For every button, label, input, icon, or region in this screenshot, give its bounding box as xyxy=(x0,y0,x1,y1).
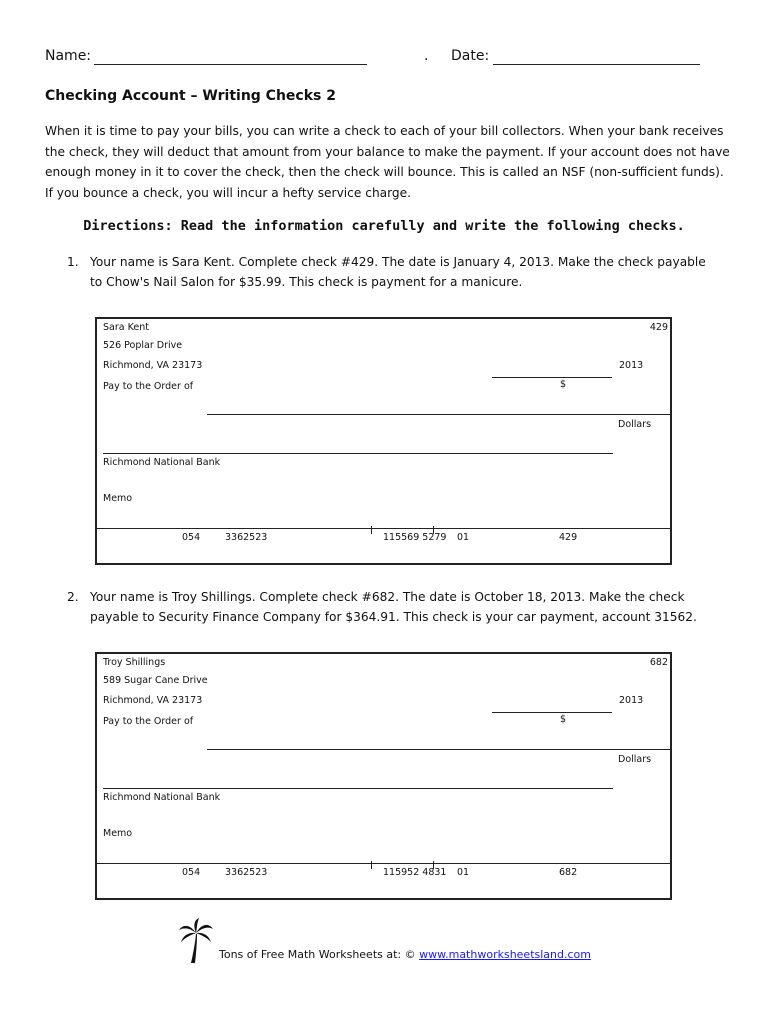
name-blank-line[interactable] xyxy=(94,64,367,65)
pay-to-label: Pay to the Order of xyxy=(103,716,194,727)
dollar-sign: $ xyxy=(560,379,567,390)
date-label: Date: xyxy=(451,48,490,64)
dollars-label: Dollars xyxy=(618,419,652,430)
check-number: 429 xyxy=(649,322,668,333)
check-city: Richmond, VA 23173 xyxy=(103,695,203,706)
check-owner-name: Troy Shillings xyxy=(103,657,166,668)
micr-routing: 054 xyxy=(182,532,201,543)
memo-label: Memo xyxy=(103,493,133,504)
micr-tick xyxy=(371,861,372,869)
payee-line[interactable] xyxy=(207,414,672,415)
footer xyxy=(219,948,591,961)
dollars-label: Dollars xyxy=(618,754,652,765)
palm-tree-icon xyxy=(178,918,214,964)
micr-code: 01 xyxy=(457,867,470,878)
check-year: 2013 xyxy=(619,360,644,371)
micr-code: 01 xyxy=(457,532,470,543)
payee-line[interactable] xyxy=(207,749,672,750)
micr-separator xyxy=(97,863,670,864)
footer-link[interactable]: www.mathworksheetsland.com xyxy=(419,948,591,961)
check-number: 682 xyxy=(649,657,668,668)
problem-text: Your name is Troy Shillings. Complete check #682. The date is October 18, 2013. Make the check payable to Security Finance Company for $364.91. This check is your car payment, account 31562. xyxy=(90,590,697,624)
micr-routing: 054 xyxy=(182,867,201,878)
check-date-line[interactable] xyxy=(492,712,612,713)
check-date-line[interactable] xyxy=(492,377,612,378)
micr-serial: 115569 5279 xyxy=(383,532,447,543)
micr-tick xyxy=(371,526,372,534)
problem-number: 1. xyxy=(67,255,79,269)
micr-serial: 115952 4831 xyxy=(383,867,447,878)
amount-words-line[interactable] xyxy=(103,788,613,789)
micr-separator xyxy=(97,528,670,529)
check-address: 589 Sugar Cane Drive xyxy=(103,675,208,686)
check-owner-name: Sara Kent xyxy=(103,322,149,333)
check-year: 2013 xyxy=(619,695,644,706)
bank-name: Richmond National Bank xyxy=(103,457,221,468)
name-label: Name: xyxy=(45,48,92,64)
amount-words-line[interactable] xyxy=(103,453,613,454)
header-dot: . xyxy=(424,48,429,64)
micr-check-number: 429 xyxy=(559,532,578,543)
footer-text: Tons of Free Math Worksheets at: © xyxy=(219,948,416,961)
micr-check-number: 682 xyxy=(559,867,578,878)
check-city: Richmond, VA 23173 xyxy=(103,360,203,371)
problem-text: Your name is Sara Kent. Complete check #429. The date is January 4, 2013. Make the check payable to Chow's Nail Salon for $35.99. This check is payment for a manicure. xyxy=(90,255,706,289)
pay-to-label: Pay to the Order of xyxy=(103,381,194,392)
directions-heading: Directions: Read the information carefully and write the following checks. xyxy=(83,218,685,234)
check-1 xyxy=(95,317,672,565)
date-blank-line[interactable] xyxy=(493,64,700,65)
check-address: 526 Poplar Drive xyxy=(103,340,183,351)
bank-name: Richmond National Bank xyxy=(103,792,221,803)
problem-number: 2. xyxy=(67,590,79,604)
dollar-sign: $ xyxy=(560,714,567,725)
check-2 xyxy=(95,652,672,900)
memo-label: Memo xyxy=(103,828,133,839)
intro-paragraph: When it is time to pay your bills, you can write a check to each of your bill collectors. When your bank receives the check, they will deduct that amount from your balance to make the payment. If your account does not have enough money in it to cover the check, then the check will bounce. This is called an NSF (non-sufficient funds). If you bounce a check, you will incur a hefty service charge. xyxy=(45,124,730,201)
worksheet-title: Checking Account – Writing Checks 2 xyxy=(45,88,336,104)
micr-account: 3362523 xyxy=(225,867,268,878)
micr-account: 3362523 xyxy=(225,532,268,543)
